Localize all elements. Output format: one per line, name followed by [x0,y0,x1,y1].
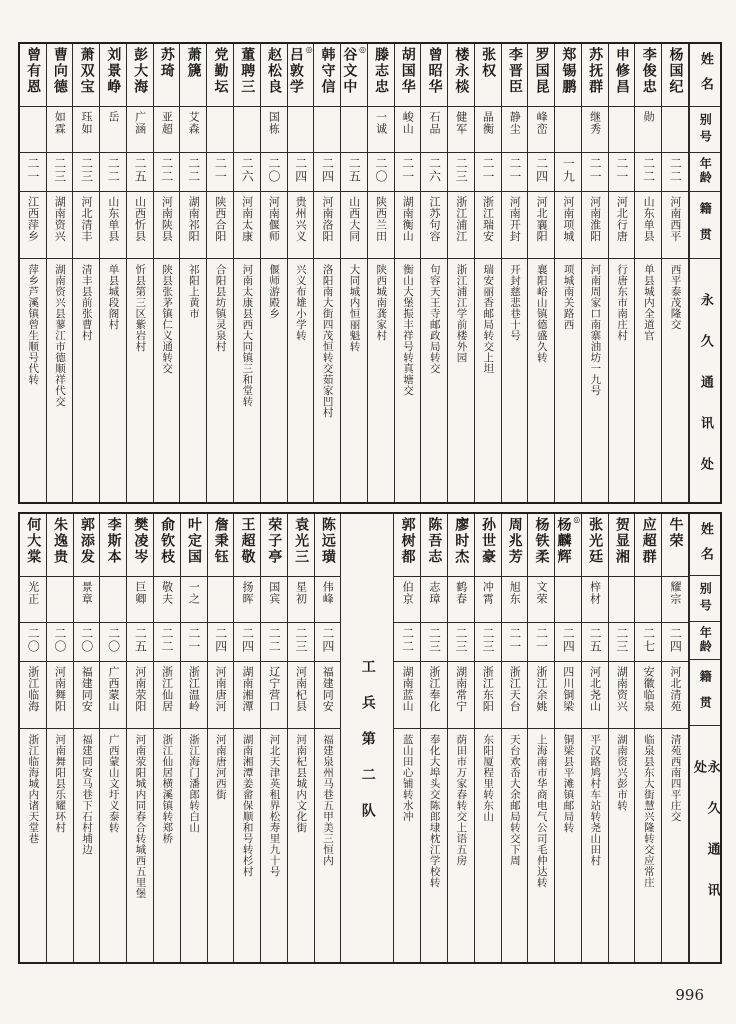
entry-native: 河南洛阳 [320,196,334,242]
entry-column [234,514,261,962]
entry-name: 朱逸贵 [52,517,69,565]
entry-column [421,44,448,502]
entry-address: 平汉路鸠村车站转尧山田村 [589,734,602,866]
entry-age: 二五 [133,627,148,653]
entry-column [395,44,422,502]
entry-address: 奉化大埠头交陈郎埭枕江学校转 [428,734,441,888]
entry-native: 湖南蓝山 [401,666,415,712]
entry-address: 东阳厦程里转东山 [482,734,495,822]
entry-address: 河南荥阳城内同春合转城西五里堡 [134,734,147,899]
entry-native: 河南西平 [668,196,682,242]
header-column [689,514,720,962]
entry-column [288,514,315,962]
entry-address: 行唐东市南庄村 [616,264,629,341]
entry-address: 荫田市万家春转交上语五房 [455,734,468,866]
entry-native: 河南陕县 [160,196,174,242]
entry-age: 二四 [534,157,549,183]
entry-alias: 艾森 [187,111,201,135]
entry-column [635,44,662,502]
entry-age: 二一 [614,157,629,183]
entry-alias: 继秀 [588,111,602,135]
entry-age: 二一 [534,627,549,653]
entry-column [421,514,448,962]
entry-native: 浙江天台 [508,666,522,712]
entry-address: 河北天津英租界松寿里九十号 [268,734,281,877]
entry-alias: 晶衡 [481,111,495,135]
entry-column [475,514,502,962]
entry-name: 郭树都 [399,517,416,565]
entry-name: 贺显湘 [613,517,630,565]
entry-age: 二一 [507,157,522,183]
entry-name: 詹秉钰 [212,517,229,565]
entry-address: 浙江海门潘郎转白山 [188,734,201,833]
entry-age: 二一 [507,627,522,653]
entry-name: 杨铁柔 [533,517,550,565]
entry-native: 河南舞阳 [53,666,67,712]
entry-alias: 星初 [294,581,308,605]
entry-alias: 扬晖 [240,581,254,605]
entry-address: 西平泰茂隆交 [669,264,682,330]
entry-name: 刘景峥 [105,47,122,95]
entry-native: 河北襄阳 [535,196,549,242]
entry-column [20,44,47,502]
entry-age: 二五 [588,627,603,653]
header-native: 籍贯 [698,670,713,723]
entry-age: 二二 [159,157,174,183]
entry-age: 二五 [347,157,362,183]
entry-alias: 静尘 [508,111,522,135]
entry-age: 二二 [106,157,121,183]
entry-column [47,44,74,502]
entry-native: 湖南祁阳 [187,196,201,242]
entry-address: 清苑西南四平庄交 [669,734,682,822]
entry-native: 江西萍乡 [26,196,40,242]
entry-column [609,514,636,962]
entry-column [582,44,609,502]
entry-age: 二四 [668,627,683,653]
entry-name: 曾昭华 [426,47,443,95]
entry-age: 二〇 [106,627,121,653]
entry-native: 浙江临海 [26,666,40,712]
entry-address: 湖南资兴县蓼江市德顺祥代交 [54,264,67,407]
entry-alias: 一诚 [374,111,388,135]
entry-name: 俞钦枝 [159,517,176,565]
entry-column [208,514,235,962]
entry-name: 张光廷 [587,517,604,565]
entry-native: 安徽临泉 [642,666,656,712]
entry-native: 河北尧山 [588,666,602,712]
entry-age: 二三 [614,627,629,653]
entry-address: 河南舞阳县乐耀环村 [54,734,67,833]
entry-age: 二一 [400,157,415,183]
entry-native: 浙江温岭 [187,666,201,712]
entry-column [528,44,555,502]
entry-column [582,514,609,962]
entry-age: 二一 [481,157,496,183]
entry-address: 上海南市华商电气公司毛仲达转 [535,734,548,888]
entry-address: 兴义布雄小学转 [294,264,307,341]
entry-name: 郑锡鹏 [560,47,577,95]
entry-native: 湖南湘潭 [240,666,254,712]
entry-age: 二五 [133,157,148,183]
entry-column [368,44,395,502]
entry-age: 二三 [454,157,469,183]
entry-age: 二四 [320,627,335,653]
entry-alias: 伟峰 [321,581,335,605]
annotation-mark: ◎ [572,515,581,524]
entry-column [502,44,529,502]
entry-address: 河南杞县城内文化街 [295,734,308,833]
entry-column [448,44,475,502]
entry-name: 廖时杰 [453,517,470,565]
entry-name: 陈吾志 [426,517,443,565]
annotation-mark: ◎ [358,45,367,54]
entry-alias: 勋 [642,111,656,123]
entry-address: 萍乡芦溪镇曾生顺号代转 [27,264,40,385]
entry-age: 二三 [480,627,495,653]
entry-native: 贵州兴义 [294,196,308,242]
entry-column [207,44,234,502]
entry-native: 辽宁营口 [267,666,281,712]
entry-address: 单县城内全道官 [642,264,655,341]
entry-alias: 耀宗 [668,581,682,605]
entry-address: 陕西城南龚家村 [375,264,388,341]
entry-address: 襄阳峪山镇德盛久转 [535,264,548,363]
entry-column [154,44,181,502]
entry-native: 湖南资兴 [53,196,67,242]
entry-column [341,44,368,502]
entry-name: 周兆芳 [506,517,523,565]
entry-age: 二一 [26,157,41,183]
entry-name: 应超群 [640,517,657,565]
entry-column [73,44,100,502]
entry-address: 铜梁县平滩镇邮局转 [562,734,575,833]
entry-name: 胡国华 [399,47,416,95]
entry-alias: 广涵 [133,111,147,135]
page-number: 996 [675,986,704,1004]
entry-name: 李晋臣 [506,47,523,95]
entry-age: 二二 [668,157,683,183]
entry-address: 浙江仙居横溪镇转郑桥 [161,734,174,844]
entry-address: 福建同安马巷下石村埔边 [80,734,93,855]
entry-alias: 光正 [26,581,40,605]
entry-alias: 旭东 [508,581,522,605]
entry-age: 二二 [400,627,415,653]
entry-name: 王超敬 [239,517,256,565]
entry-column [662,44,689,502]
entry-native: 河南项城 [561,196,575,242]
entry-age: 二三 [427,627,442,653]
entry-alias: 岳 [106,111,120,123]
entry-age: 二二 [160,627,175,653]
entry-alias: 珏如 [80,111,94,135]
entry-age: 二七 [641,627,656,653]
entry-column [662,514,689,962]
entry-alias: 敬夫 [160,581,174,605]
entry-name: 樊凌岑 [132,517,149,565]
entry-age: 二三 [454,627,469,653]
entry-name: 党勤坛 [212,47,229,95]
entry-column [502,514,529,962]
entry-age: 二四 [320,157,335,183]
entry-native: 山东单县 [642,196,656,242]
entry-name: 曾有恩 [25,47,42,95]
entry-age: 二六 [427,157,442,183]
entry-column [261,44,288,502]
entry-column [314,44,341,502]
entry-native: 福建同安 [80,666,94,712]
entry-column [448,514,475,962]
entry-alias: 石品 [428,111,441,135]
entry-address: 偃师游殿乡 [268,264,281,319]
entry-name: 董聘三 [239,47,256,95]
entry-age: 二〇 [26,627,41,653]
entry-address: 大同城内恒丽魁转 [348,264,361,352]
header-address: 永久通讯处 [691,760,720,925]
entry-address: 河南周家口南寨油坊一九号 [589,264,602,396]
entry-native: 河南淮阳 [588,196,602,242]
entry-name: 谷文中 [341,47,358,95]
entry-name: 曹向德 [51,47,68,95]
entry-address: 浙江浦江学前楼外园 [455,264,468,363]
entry-native: 山西大同 [347,196,361,242]
entry-alias: 伯京 [401,581,415,605]
entry-age: 二〇 [266,157,281,183]
entry-column [100,514,127,962]
entry-age: 二三 [52,157,67,183]
entry-native: 山西忻县 [133,196,147,242]
entry-address: 天台欢岙大余邮局转交下周 [508,734,521,866]
entry-native: 浙江浦江 [454,196,468,242]
entry-alias: 文荣 [534,581,548,605]
entry-age: 一九 [561,157,576,183]
entry-name: 萧双宝 [78,47,95,95]
entry-native: 福建同安 [321,666,335,712]
entry-address: 清丰县前张曹村 [80,264,93,341]
entry-address: 句容天王寺邮政局转交 [428,264,441,374]
entry-native: 河北清丰 [80,196,94,242]
entry-name: 何大棠 [25,517,42,565]
top-table [18,42,722,504]
entry-native: 江苏句容 [428,196,441,242]
entry-column [234,44,261,502]
entry-column [181,514,208,962]
entry-column [154,514,181,962]
entry-address: 临泉县东大街慧兴隆转交应常庄 [642,734,655,888]
entry-address: 单县城段阁村 [107,264,120,330]
entry-alias: 国宾 [267,581,281,605]
entry-name: 楼永棪 [453,47,470,95]
entry-age: 二〇 [53,627,67,653]
entry-name: 滕志忠 [373,47,390,95]
entry-name: 孙世豪 [479,517,496,565]
entry-alias: 一之 [187,581,201,605]
entry-age: 二一 [186,627,201,653]
entry-alias: 冲霄 [481,581,495,605]
entry-name: 牛荣 [667,517,684,549]
entry-address: 广西蒙山文圩义泰转 [107,734,120,833]
entry-age: 二二 [267,627,282,653]
entry-column [261,514,288,962]
entry-column [20,514,47,962]
entry-alias: 景章 [80,581,94,605]
entry-column [555,44,582,502]
entry-alias: 亚超 [160,111,174,135]
entry-age: 二六 [240,157,255,183]
entry-address: 湖南湘潭姜畲保顺和号转杉村 [241,734,254,877]
entry-name: 郭添发 [78,517,95,565]
entry-address: 瑞安丽香邮局转交上坦 [482,264,495,374]
entry-name: 张权 [480,47,497,79]
entry-native: 浙江东阳 [481,666,495,712]
entry-address: 浙江临海城内诸天堂巷 [27,734,40,844]
entry-name: 袁光三 [293,517,310,565]
entry-column [100,44,127,502]
entry-name: 赵松良 [265,47,282,95]
entry-age: 二二 [186,157,201,183]
entry-column [180,44,207,502]
entry-alias: 如霖 [53,111,67,135]
entry-address: 湖南资兴彭市转 [616,734,629,811]
entry-native: 河北行唐 [615,196,629,242]
section-divider-column [341,514,394,962]
entry-column [609,44,636,502]
entry-address: 忻县第三区紫岩村 [134,264,147,352]
entry-address: 合阳县坊镇灵泉村 [214,264,227,352]
header-age: 年龄 [698,625,713,654]
entry-column [635,514,662,962]
entry-native: 湖南常宁 [454,666,468,712]
header-alias: 别号 [698,582,713,617]
entry-column [394,514,421,962]
entry-name: 叶定国 [185,517,202,565]
entry-age: 二三 [294,627,309,653]
entry-native: 陕西兰田 [374,196,388,242]
entry-column [528,514,555,962]
entry-alias: 梓材 [588,581,602,605]
section-divider-label: 工兵第二队 [359,659,376,839]
entry-address: 蓝山田心铺转水冲 [401,734,414,822]
entry-native: 浙江仙居 [160,666,174,712]
entry-age: 二四 [561,627,576,653]
entry-age: 二一 [213,157,228,183]
entry-address: 福建泉州马巷五甲美三恒内 [322,734,335,866]
entry-name: 陈远璜 [319,517,336,565]
entry-alias: 国栋 [267,111,281,135]
entry-native: 河北清苑 [668,666,682,712]
header-alias: 别号 [698,113,713,147]
entry-column [47,514,74,962]
entry-native: 河南太康 [240,196,254,242]
entry-native: 陕西合阳 [213,196,227,242]
entry-name: 李俊忠 [640,47,657,95]
entry-age: 二三 [79,157,94,183]
entry-name: 申修昌 [613,47,630,95]
entry-native: 河南偃师 [267,196,281,242]
entry-alias: 健军 [454,111,468,135]
entry-native: 浙江奉化 [427,666,441,712]
entry-age: 二四 [213,627,228,653]
entry-alias: 巨卿 [133,581,147,605]
entry-column [315,514,342,962]
entry-name: 罗国昆 [533,47,550,95]
header-name: 姓名 [697,522,713,572]
entry-name: 杨麟辉 [555,517,572,565]
entry-address: 祁阳上黄市 [187,264,200,319]
entry-name: 萧篪 [185,47,202,79]
entry-age: 二〇 [79,627,94,653]
entry-native: 河南唐河 [214,666,228,712]
entry-native: 河南荥阳 [133,666,147,712]
entry-native: 山东单县 [106,196,120,242]
entry-native: 河南杞县 [294,666,308,712]
entry-native: 湖南资兴 [615,666,629,712]
entry-column [288,44,315,502]
entry-address: 陕县张茅镇仁义通转交 [161,264,174,374]
entry-native: 浙江瑞安 [481,196,495,242]
entry-column [475,44,502,502]
entry-age: 二一 [588,157,603,183]
header-name: 姓名 [697,52,713,102]
entry-name: 吕敦学 [287,47,304,95]
entry-alias: 鹤春 [454,581,468,605]
header-column [689,44,720,502]
entry-column [127,44,154,502]
entry-column [555,514,582,962]
entry-age: 二四 [240,627,255,653]
entry-address: 项城南关路西 [562,264,575,330]
header-age: 年龄 [698,157,713,185]
entry-column [74,514,101,962]
header-address: 永久通讯处 [697,293,713,498]
entry-address: 河南太康县西大同镇三和堂转 [241,264,254,407]
entry-name: 杨国纪 [667,47,684,95]
entry-name: 荣子亭 [266,517,283,565]
entry-name: 苏抚群 [587,47,604,95]
entry-name: 韩守信 [319,47,336,95]
entry-native: 浙江余姚 [534,666,548,712]
entry-name: 李斯本 [105,517,122,565]
entry-address: 衡山大堡振丰祥号转真塘交 [401,264,414,396]
entry-address: 洛阳南大街四茂恒转交茹家凹村 [321,264,334,418]
entry-address: 河南唐河西街 [214,734,227,800]
entry-alias: 峰峦 [535,111,549,135]
entry-native: 湖南衡山 [401,196,415,242]
entry-age: 二〇 [373,157,388,183]
header-native: 籍贯 [698,202,713,254]
entry-native: 广西蒙山 [107,666,121,712]
annotation-mark: ◎ [304,45,314,54]
entry-native: 河南开封 [508,196,522,242]
entry-name: 苏琦 [158,47,175,79]
entry-address: 开封慈悲巷十号 [509,264,522,341]
entry-name: 彭大海 [132,47,149,95]
entry-age: 二二 [641,157,656,183]
entry-native: 四川铜梁 [561,666,575,712]
entry-column [127,514,154,962]
entry-age: 二四 [293,157,308,183]
bottom-table [18,512,722,964]
entry-alias: 志璋 [427,581,441,605]
entry-alias: 峻山 [401,111,415,135]
